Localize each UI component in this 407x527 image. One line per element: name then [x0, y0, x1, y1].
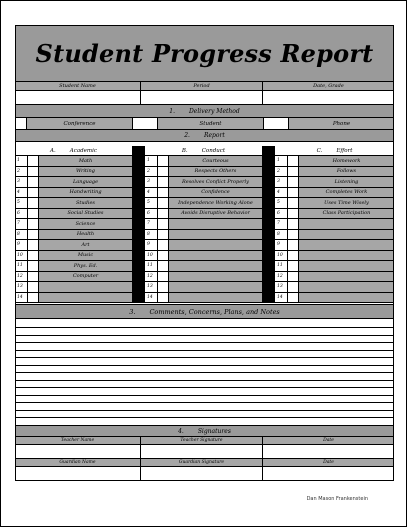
guardian-signature-label: Guardian Signature	[141, 459, 263, 466]
row-label: Studies	[39, 198, 132, 208]
row-number: 1	[275, 156, 288, 166]
teacher-date-label: Date	[323, 438, 334, 443]
period-label: Period	[141, 82, 263, 90]
row-label: Avoids Disruptive Behavior	[169, 209, 262, 219]
row-label: Follows	[299, 167, 394, 177]
row-number: 14	[15, 293, 28, 303]
row-label: Listening	[299, 177, 394, 187]
row-label: Respects Others	[169, 167, 262, 177]
row-number: 12	[15, 272, 28, 282]
row-number: 13	[275, 282, 288, 292]
row-label: Resolves Conflict Properly	[169, 177, 262, 187]
row-number: 6	[275, 209, 288, 219]
row-number: 11	[275, 261, 288, 271]
row-number: 2	[145, 167, 158, 177]
row-number: 9	[275, 240, 288, 250]
row-number: 10	[145, 251, 158, 261]
row-number: 10	[275, 251, 288, 261]
row-number: 7	[15, 219, 28, 229]
row-number: 8	[145, 230, 158, 240]
row-label: Handwriting	[39, 188, 132, 198]
row-number: 13	[15, 282, 28, 292]
row-number: 6	[15, 209, 28, 219]
row-label: Art	[39, 240, 132, 250]
row-label: Health	[39, 230, 132, 240]
date-grade-label: Date, Grade	[313, 83, 344, 89]
student-label: Student	[158, 118, 264, 129]
row-label: Independence Working Alone	[169, 198, 262, 208]
row-number: 4	[145, 188, 158, 198]
row-number: 10	[15, 251, 28, 261]
guardian-name-label: Guardian Name	[15, 459, 141, 466]
row-label: Math	[39, 156, 132, 166]
conduct-column-head: B. Conduct	[181, 147, 226, 154]
student-name-label: Student Name	[15, 82, 141, 90]
academic-column-head: A. Academic	[50, 147, 97, 154]
row-label: Uses Time Wisely	[299, 198, 394, 208]
row-label: Confidence	[169, 188, 262, 198]
row-number: 12	[145, 272, 158, 282]
row-number: 1	[15, 156, 28, 166]
row-number: 8	[15, 230, 28, 240]
row-number: 7	[145, 219, 158, 229]
row-number: 13	[145, 282, 158, 292]
delivery-section-header: 1. Delivery Method	[15, 105, 394, 118]
row-label: Science	[39, 219, 132, 229]
row-number: 6	[145, 209, 158, 219]
row-number: 4	[15, 188, 28, 198]
row-number: 8	[275, 230, 288, 240]
row-label: Homework	[299, 156, 394, 166]
form-frame	[15, 25, 394, 481]
row-number: 7	[275, 219, 288, 229]
row-number: 11	[15, 261, 28, 271]
row-number: 9	[145, 240, 158, 250]
row-number: 5	[275, 198, 288, 208]
row-label: Music	[39, 251, 132, 261]
row-number: 9	[15, 240, 28, 250]
row-label: Phys. Ed.	[39, 261, 132, 271]
row-label: Completes Work	[299, 188, 394, 198]
row-number: 14	[145, 293, 158, 303]
row-number: 12	[275, 272, 288, 282]
row-label: Computer	[39, 272, 132, 282]
row-label: Writing	[39, 167, 132, 177]
row-number: 3	[145, 177, 158, 187]
row-number: 1	[145, 156, 158, 166]
phone-label: Phone	[289, 118, 394, 129]
row-label: Class Participation	[299, 209, 394, 219]
row-number: 2	[275, 167, 288, 177]
row-number: 4	[275, 188, 288, 198]
comments-section-header: 3. Comments, Concerns, Plans, and Notes	[15, 304, 394, 319]
row-number: 3	[15, 177, 28, 187]
row-label: Language	[39, 177, 132, 187]
form-title: Student Progress Report	[35, 38, 374, 68]
row-number: 5	[15, 198, 28, 208]
guardian-date-label: Date	[323, 460, 334, 465]
row-number: 11	[145, 261, 158, 271]
teacher-name-label: Teacher Name	[15, 437, 141, 444]
row-number: 3	[275, 177, 288, 187]
report-section-header: 2. Report	[15, 130, 394, 142]
teacher-signature-label: Teacher Signature	[141, 437, 263, 444]
footer-text: Dan Mason Frankenstein	[306, 496, 368, 502]
conference-label: Conference	[27, 118, 133, 129]
row-label: Social Studies	[39, 209, 132, 219]
signatures-section-header: 4. Signatures	[15, 425, 394, 437]
row-number: 5	[145, 198, 158, 208]
row-number: 14	[275, 293, 288, 303]
effort-column-head: C. Effort	[316, 147, 353, 154]
row-label: Courteous	[169, 156, 262, 166]
row-number: 2	[15, 167, 28, 177]
